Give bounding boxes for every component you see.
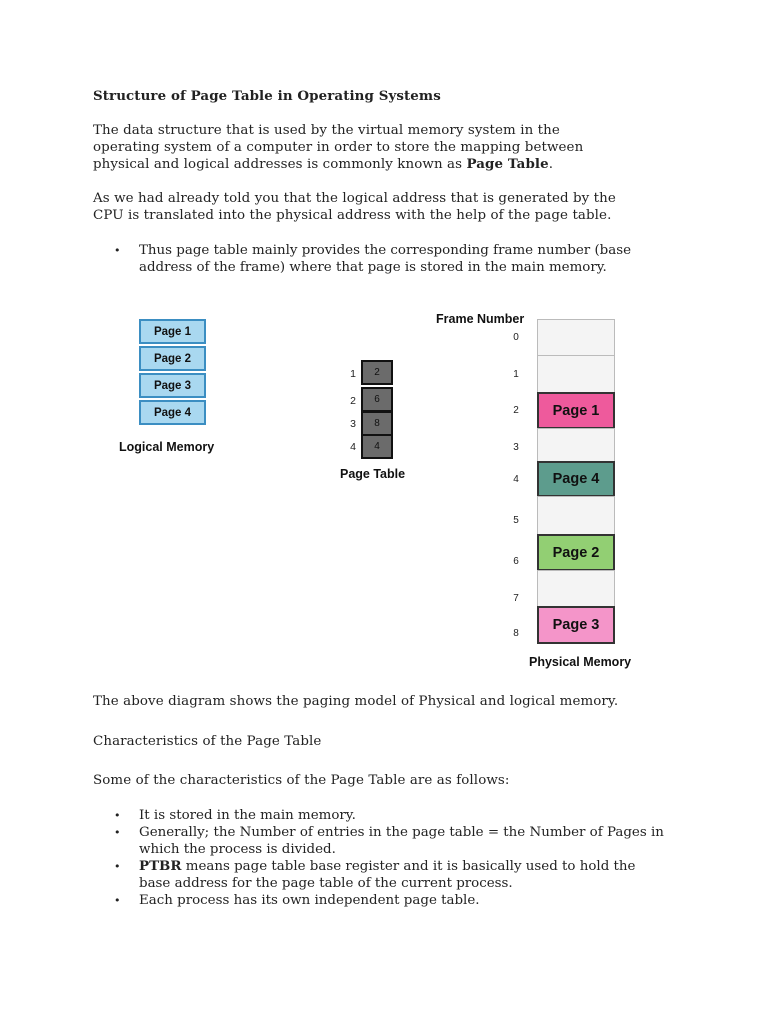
- text-run: physical and logical addresses is commonly known as: [93, 157, 467, 172]
- logical-page-4: Page 4: [139, 400, 206, 425]
- logical-page-2: Page 2: [139, 346, 206, 371]
- list-item: [93, 858, 669, 892]
- frame-number: 4: [513, 474, 519, 485]
- page-table-index: 4: [350, 441, 356, 453]
- page-table-index: 3: [350, 418, 356, 430]
- page-table-label: Page Table: [340, 467, 406, 481]
- physical-frame-7: [537, 570, 615, 607]
- frame-number: 3: [513, 442, 519, 453]
- physical-frame-3: [537, 428, 615, 462]
- list-item: • Generally; the Number of entries in the page table = the Number of Pages in which the process is divided.: [93, 824, 669, 858]
- physical-frame-2: Page 1: [537, 392, 615, 429]
- text-run: means page table base register and it is basically used to hold the base address for the page table of the current process.: [139, 859, 636, 891]
- paragraph-line: [93, 156, 583, 173]
- logical-page-1: Page 1: [139, 319, 206, 344]
- physical-frame-0: [537, 319, 615, 356]
- list-item: • It is stored in the main memory.: [93, 807, 669, 824]
- page-table-index: 2: [350, 395, 356, 407]
- bullet-list-intro: [93, 242, 669, 276]
- bold-term-ptbr: PTBR: [139, 858, 182, 874]
- frame-number: 2: [513, 405, 519, 416]
- frame-number: 8: [513, 628, 519, 639]
- list-item: • Each process has its own independent page table.: [93, 892, 669, 909]
- paragraph-line: The data structure that is used by the virtual memory system in the: [93, 123, 560, 138]
- frame-number-header: Frame Number: [436, 312, 525, 326]
- physical-frame-1: [537, 355, 615, 393]
- physical-frame-5: [537, 496, 615, 535]
- section-heading-characteristics: Characteristics of the Page Table: [93, 734, 322, 749]
- frame-number: 7: [513, 593, 519, 604]
- paragraph-diagram-caption: The above diagram shows the paging model of Physical and logical memory.: [93, 694, 619, 709]
- frame-number: 5: [513, 515, 519, 526]
- page-table-index: 1: [350, 368, 356, 380]
- list-item: • Thus page table mainly provides the corresponding frame number (base address of the frame) where that page is stored in the main memory.: [93, 242, 669, 276]
- paragraph-line: As we had already told you that the logical address that is generated by the: [93, 191, 616, 206]
- frame-number: 0: [513, 332, 519, 343]
- bold-term-page-table: Page Table: [466, 156, 549, 172]
- physical-memory-label: Physical Memory: [529, 655, 632, 669]
- physical-frame-4: Page 4: [537, 461, 615, 497]
- frame-number: 1: [513, 369, 519, 380]
- page-table-entry: 4: [361, 434, 393, 459]
- frame-number: 6: [513, 556, 519, 567]
- paragraph-characteristics-intro: Some of the characteristics of the Page Table are as follows:: [93, 773, 510, 788]
- text-run: .: [548, 157, 554, 172]
- paragraph-intro: [93, 122, 583, 173]
- paragraph-translation: [93, 190, 616, 224]
- bullet-list-characteristics: [93, 807, 669, 909]
- page-table-entry: 8: [361, 411, 393, 436]
- logical-memory-label: Logical Memory: [119, 440, 215, 454]
- paragraph-line: CPU is translated into the physical address with the help of the page table.: [93, 208, 612, 223]
- logical-page-3: Page 3: [139, 373, 206, 398]
- paragraph-line: operating system of a computer in order to store the mapping between: [93, 140, 584, 155]
- physical-frame-6: Page 2: [537, 534, 615, 571]
- page-table-entry: 2: [361, 360, 393, 385]
- page-table-entry: 6: [361, 387, 393, 412]
- document-title: Structure of Page Table in Operating Systems: [93, 88, 441, 104]
- physical-frame-8: Page 3: [537, 606, 615, 644]
